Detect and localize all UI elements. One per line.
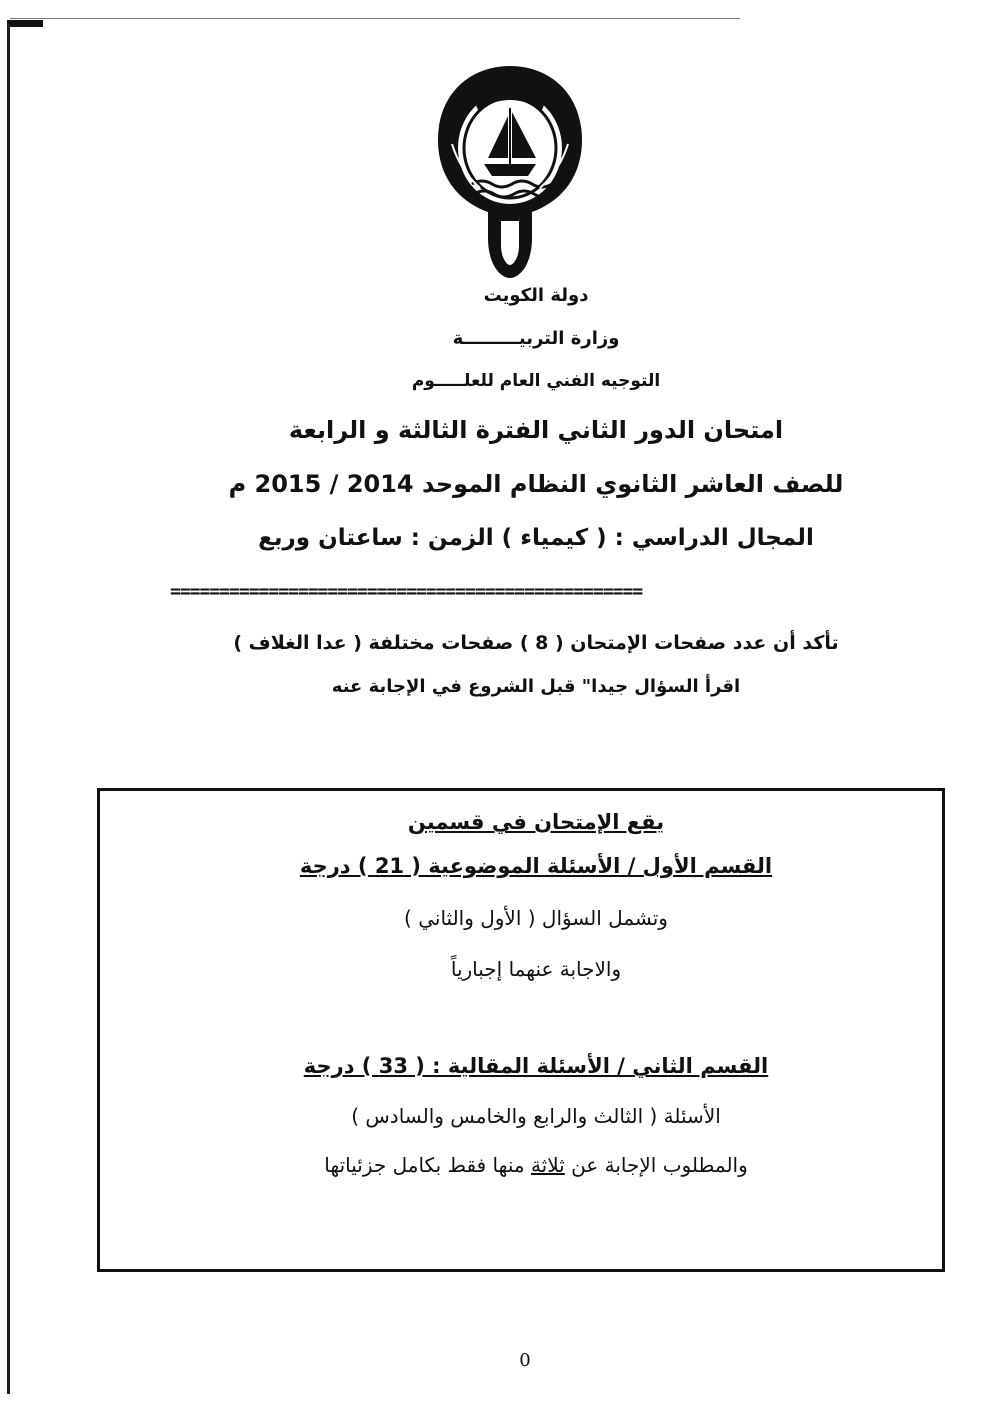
section1-questions: وتشمل السؤال ( الأول والثاني ) [404,906,668,930]
exam-title: امتحان الدور الثاني الفترة الثالثة و الرابعة [288,416,784,444]
department-name: التوجيه الفني العام للعلـــــوم [411,371,661,391]
section2-requirement-count: ثلاثة [530,1153,565,1177]
section2-requirement-start: والمطلوب الإجابة عن [564,1153,748,1177]
box-heading: يقع الإمتحان في قسمين [407,810,665,834]
section2-requirement-end: منها فقط بكامل جزئياتها [324,1153,531,1177]
pages-note: تأكد أن عدد صفحات الإمتحان ( 8 ) صفحات مختلفة ( عدا الغلاف ) [233,632,839,654]
divider-line: ================================================ [170,586,643,598]
section2-title: القسم الثاني / الأسئلة المقالية : ( 33 ) درجة [303,1054,769,1078]
exam-subject-time: المجال الدراسي : ( كيمياء ) الزمن : ساعتان وربع [258,525,814,551]
ministry-name: وزارة التربيـــــــــة [452,328,620,349]
state-name: دولة الكويت [483,285,589,306]
scan-corner-mark [7,20,43,27]
page-number: 0 [519,1350,531,1371]
exam-grade-year: للصف العاشر الثانوي النظام الموحد 2014 / 2015 م [228,470,844,498]
scan-edge-top [10,18,740,19]
section1-mandatory: والاجابة عنهما إجبارياً [450,957,622,981]
section2-questions: الأسئلة ( الثالث والرابع والخامس والسادس ) [351,1104,721,1128]
read-note: اقرأ السؤال جيدا" قبل الشروع في الإجابة عنه [331,676,741,697]
kuwait-emblem-icon [430,60,590,282]
scan-edge-left [7,24,10,1394]
section2-requirement [40,1153,992,1177]
section1-title: القسم الأول / الأسئلة الموضوعية ( 21 ) درجة [299,854,773,878]
